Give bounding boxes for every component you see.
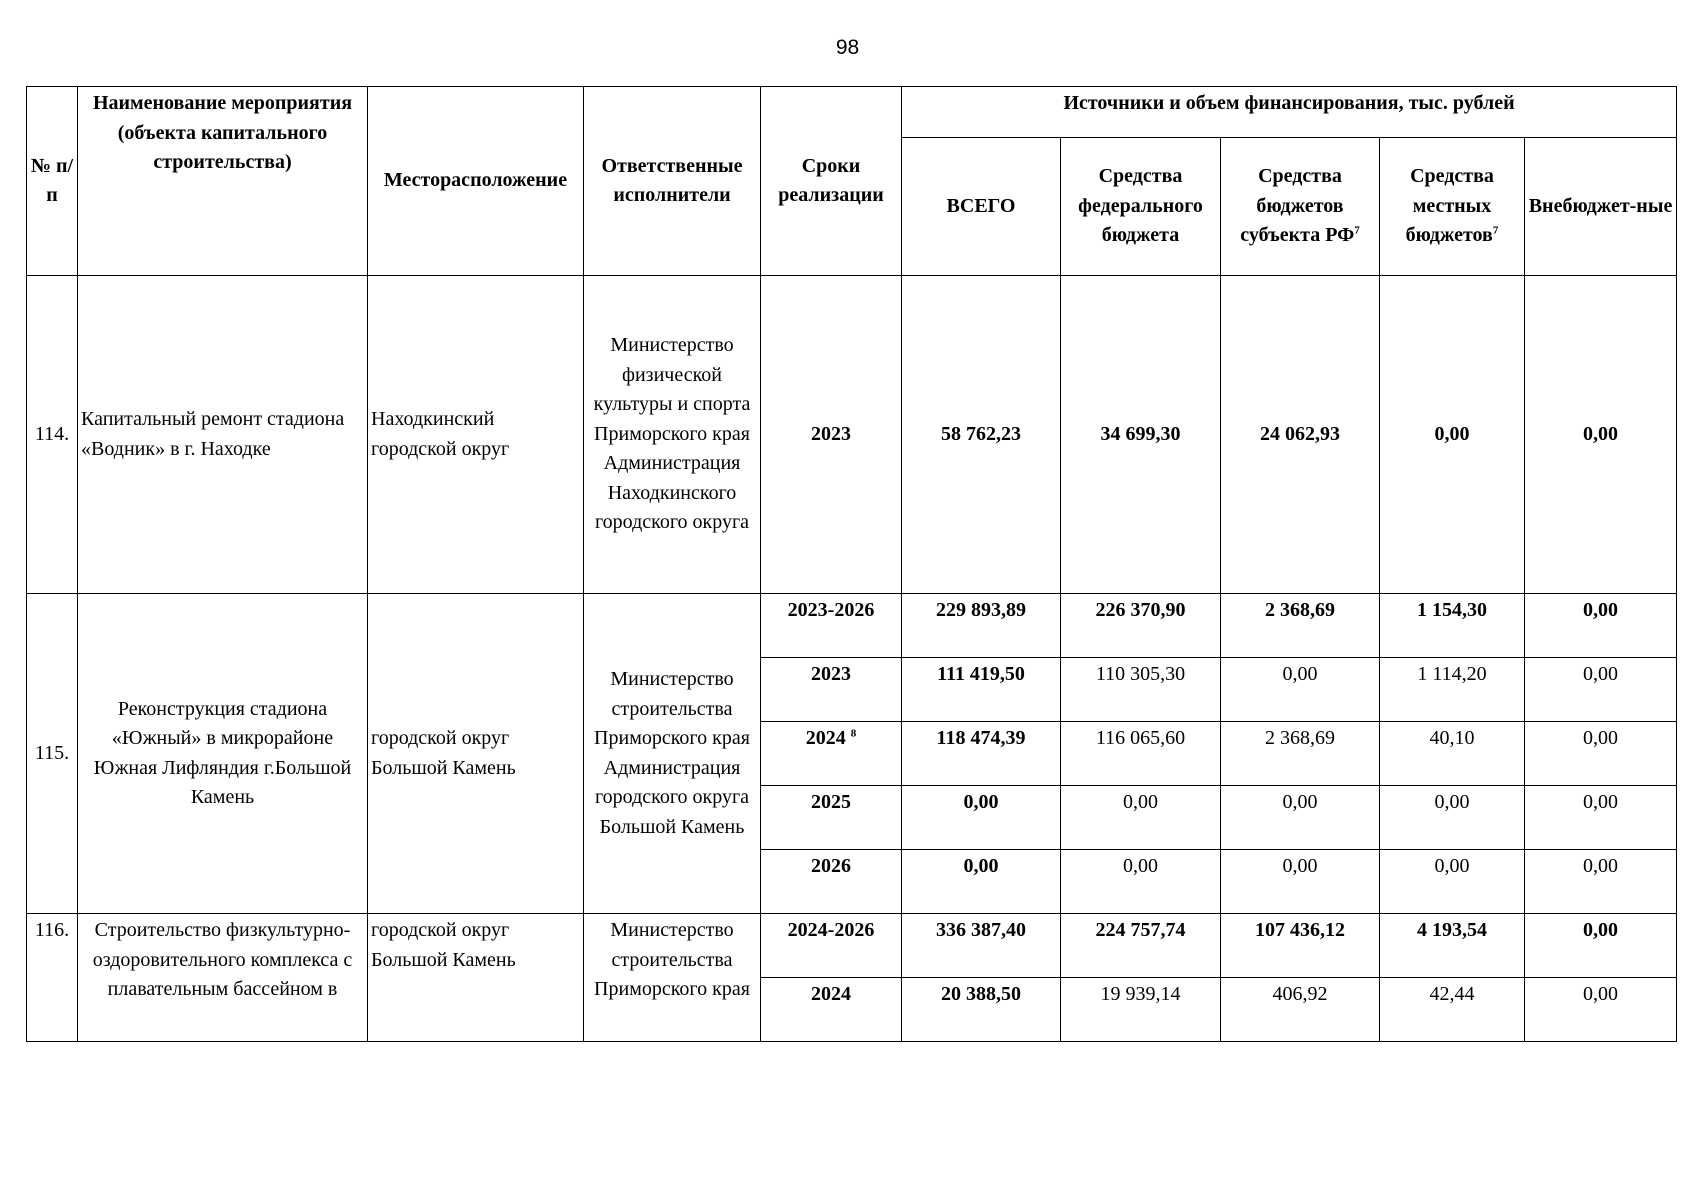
row-extra: 0,00 [1525,594,1677,658]
row-federal: 0,00 [1061,850,1221,914]
table-row [27,594,1677,658]
row-term: 2026 [761,850,902,914]
row-num: 114. [27,276,78,594]
table-row [27,914,1677,978]
row-local: 1 154,30 [1380,594,1525,658]
page-number: 98 [835,36,860,59]
row-total: 58 762,23 [902,276,1061,594]
row-term: 2025 [761,786,902,850]
row-federal: 0,00 [1061,786,1221,850]
header-name: Наименование мероприятия (объекта капитального строительства) [78,87,368,276]
row-location: городской округ Большой Камень [368,914,584,1042]
header-subject-footnote: 7 [1354,224,1360,237]
row-name: Реконструкция стадиона «Южный» в микрорайоне Южная Лифляндия г.Большой Камень [78,594,368,914]
row-local: 42,44 [1380,978,1525,1042]
row-extra: 0,00 [1525,978,1677,1042]
row-federal: 110 305,30 [1061,658,1221,722]
row-federal: 226 370,90 [1061,594,1221,658]
row-extra: 0,00 [1525,914,1677,978]
row-responsible: Министерство строительства Приморского края [584,914,761,1042]
row-responsible: Министерство физической культуры и спорта Приморского края Администрация Находкинского городского округа [584,276,761,594]
row-federal: 34 699,30 [1061,276,1221,594]
row-extra: 0,00 [1525,658,1677,722]
row-total: 20 388,50 [902,978,1061,1042]
row-subject: 2 368,69 [1221,722,1380,786]
header-local-label: Средства местных бюджетов [1405,165,1494,247]
header-local [1380,138,1525,276]
row-term: 2023 [761,658,902,722]
row-subject: 406,92 [1221,978,1380,1042]
row-total: 0,00 [902,786,1061,850]
row-local: 0,00 [1380,786,1525,850]
row-federal: 19 939,14 [1061,978,1221,1042]
header-financing: Источники и объем финансирования, тыс. рублей [902,87,1677,138]
row-total: 336 387,40 [902,914,1061,978]
header-federal: Средства федерального бюджета [1061,138,1221,276]
row-term [761,722,902,786]
row-extra: 0,00 [1525,276,1677,594]
row-extra: 0,00 [1525,786,1677,850]
row-term: 2024-2026 [761,914,902,978]
row-name: Строительство физкультурно-оздоровительного комплекса с плавательным бассейном в [78,914,368,1042]
row-subject: 24 062,93 [1221,276,1380,594]
row-term-label: 2024 [805,727,846,749]
row-total: 118 474,39 [902,722,1061,786]
header-extra: Внебюджет-ные [1525,138,1677,276]
row-local: 1 114,20 [1380,658,1525,722]
row-subject: 2 368,69 [1221,594,1380,658]
header-num: № п/п [27,87,78,276]
header-local-footnote: 7 [1492,224,1499,237]
header-responsible: Ответственные исполнители [584,87,761,276]
row-total: 111 419,50 [902,658,1061,722]
header-location: Месторасположение [368,87,584,276]
row-name: Капитальный ремонт стадиона «Водник» в г. Находке [78,276,368,594]
row-local: 40,10 [1380,722,1525,786]
row-term-footnote: 8 [850,727,857,740]
row-term: 2023-2026 [761,594,902,658]
row-subject: 0,00 [1221,658,1380,722]
table-row [27,276,1677,594]
row-subject: 107 436,12 [1221,914,1380,978]
row-location: городской округ Большой Камень [368,594,584,914]
row-federal: 224 757,74 [1061,914,1221,978]
row-num: 115. [27,594,78,914]
row-local: 0,00 [1380,850,1525,914]
row-extra: 0,00 [1525,722,1677,786]
row-extra: 0,00 [1525,850,1677,914]
row-federal: 116 065,60 [1061,722,1221,786]
row-num: 116. [27,914,78,1042]
row-location: Находкинский городской округ [368,276,584,594]
row-term: 2023 [761,276,902,594]
header-total: ВСЕГО [902,138,1061,276]
financing-table [26,86,1677,1042]
header-subject-label: Средства бюджетов субъекта РФ [1240,165,1355,247]
header-subject [1221,138,1380,276]
row-local: 0,00 [1380,276,1525,594]
row-local: 4 193,54 [1380,914,1525,978]
row-subject: 0,00 [1221,850,1380,914]
header-terms: Сроки реализации [761,87,902,276]
row-term: 2024 [761,978,902,1042]
row-total: 0,00 [902,850,1061,914]
row-responsible: Министерство строительства Приморского края Администрация городского округа Большой Камень [584,594,761,914]
row-subject: 0,00 [1221,786,1380,850]
row-total: 229 893,89 [902,594,1061,658]
